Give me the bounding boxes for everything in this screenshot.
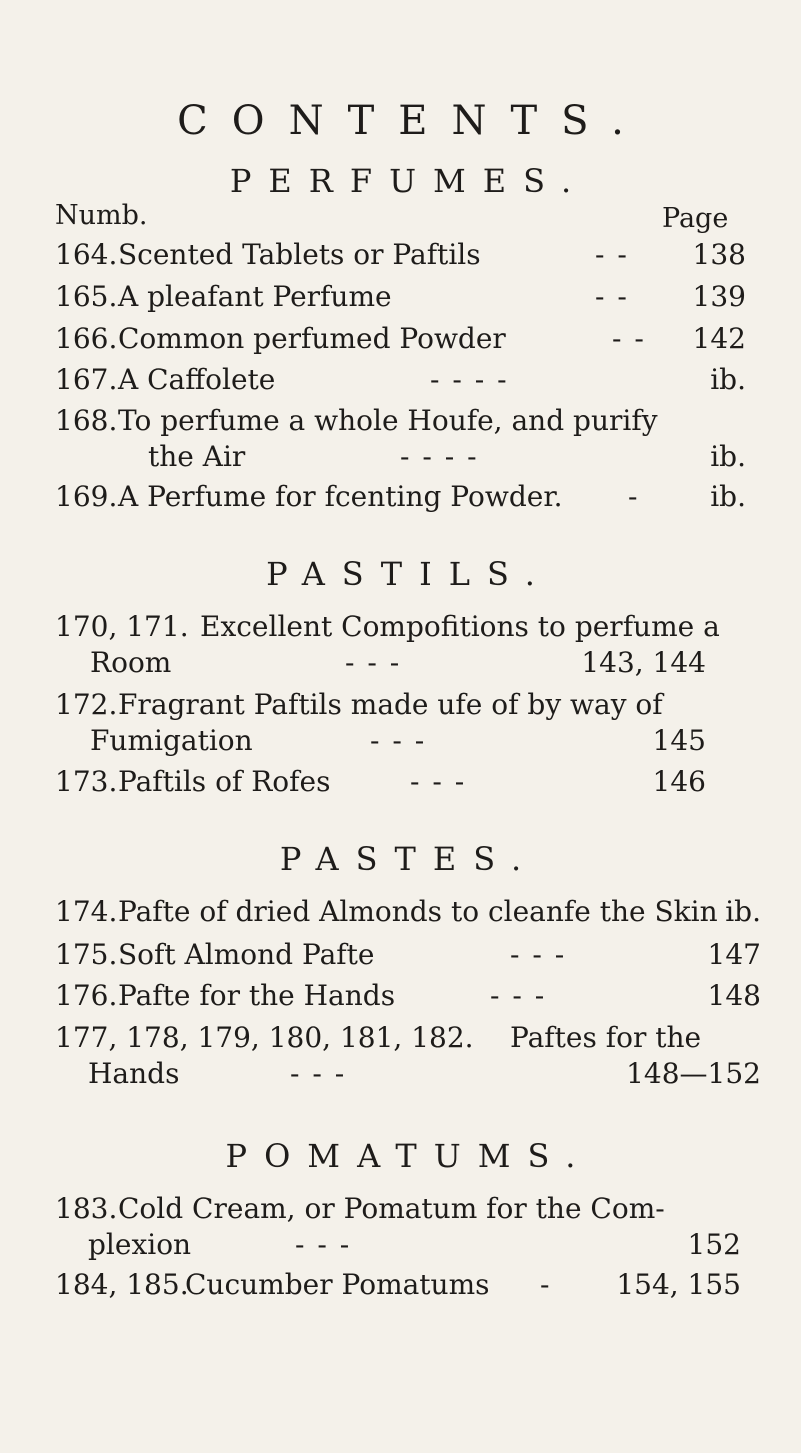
- entry-number: 172.: [55, 688, 118, 721]
- entry-number: 169.: [55, 480, 118, 513]
- entry-title: A Perfume for fcenting Powder.: [118, 480, 563, 513]
- leader-dashes: - - -: [290, 1057, 347, 1090]
- section-heading-pomatums: POMATUMS.: [225, 1137, 593, 1175]
- entry-title-continuation: the Air: [148, 440, 246, 473]
- entry-number: 165.: [55, 280, 118, 313]
- entry-title: Cucumber Pomatums: [185, 1268, 490, 1301]
- leader-dashes: - - -: [345, 646, 402, 679]
- entry-page: ib.: [710, 480, 746, 513]
- section-heading-pastes: PASTES.: [279, 840, 539, 878]
- leader-dashes: - - -: [410, 765, 467, 798]
- entry-page: 145: [652, 724, 706, 757]
- entry-page: 146: [652, 765, 706, 798]
- entry-page: ib.: [710, 363, 746, 396]
- entry-title: Excellent Compofitions to perfume a: [200, 610, 720, 643]
- entry-title: A pleafant Perfume: [118, 280, 392, 313]
- leader-dashes: - - -: [490, 979, 547, 1012]
- entry-page: 143, 144: [581, 646, 706, 679]
- leader-dashes: - - - -: [430, 363, 509, 396]
- leader-dashes: - - -: [295, 1228, 352, 1261]
- leader-dashes: -: [628, 480, 640, 513]
- entry-number: 175.: [55, 938, 118, 971]
- entry-number: 164.: [55, 238, 118, 271]
- entry-title: Paftils of Rofes: [118, 765, 331, 798]
- entry-number: 166.: [55, 322, 118, 355]
- leader-dashes: -: [540, 1268, 552, 1301]
- entry-page: 142: [692, 322, 746, 355]
- entry-number: 173.: [55, 765, 118, 798]
- entry-title-continuation: Hands: [88, 1057, 180, 1090]
- leader-dashes: - - - -: [400, 440, 479, 473]
- leader-dashes: - - -: [510, 938, 567, 971]
- entry-title: A Caffolete: [118, 363, 276, 396]
- column-header-page: Page: [662, 203, 729, 234]
- entry-page: 139: [692, 280, 746, 313]
- entry-page: 138: [692, 238, 746, 271]
- entry-title: Pafte of dried Almonds to cleanfe the Skin: [118, 895, 718, 928]
- entry-title-continuation: Fumigation: [90, 724, 253, 757]
- leader-dashes: - - -: [370, 724, 427, 757]
- entry-number: 177, 178, 179, 180, 181, 182.: [55, 1021, 474, 1054]
- entry-number: 170, 171.: [55, 610, 189, 643]
- leader-dashes: - -: [612, 322, 646, 355]
- leader-dashes: - -: [595, 280, 629, 313]
- page-title: CONTENTS.: [177, 98, 648, 144]
- leader-dashes: - -: [595, 238, 629, 271]
- entry-title: Soft Almond Pafte: [118, 938, 375, 971]
- entry-number: 167.: [55, 363, 118, 396]
- entry-number: 184, 185.: [55, 1268, 189, 1301]
- entry-page: 147: [707, 938, 761, 971]
- section-heading-pastils: PASTILS.: [266, 555, 552, 593]
- entry-number: 176.: [55, 979, 118, 1012]
- entry-title: Cold Cream, or Pomatum for the Com-: [118, 1192, 665, 1225]
- entry-page: ib.: [725, 895, 761, 928]
- entry-title-continuation: plexion: [88, 1228, 192, 1261]
- entry-page: 148—152: [626, 1057, 761, 1090]
- entry-title: To perfume a whole Houfe, and purify: [118, 404, 658, 437]
- entry-title: Pafte for the Hands: [118, 979, 396, 1012]
- entry-title: Scented Tablets or Paftils: [118, 238, 481, 271]
- entry-number: 183.: [55, 1192, 118, 1225]
- entry-page: 148: [707, 979, 761, 1012]
- entry-title: Fragrant Paftils made ufe of by way of: [118, 688, 663, 721]
- entry-title: Common perfumed Powder: [118, 322, 506, 355]
- column-header-number: Numb.: [55, 200, 148, 231]
- entry-number: 168.: [55, 404, 118, 437]
- entry-title-continuation: Room: [90, 646, 172, 679]
- section-heading-perfumes: PERFUMES.: [229, 162, 589, 200]
- entry-page: 154, 155: [616, 1268, 741, 1301]
- entry-page: 152: [687, 1228, 741, 1261]
- entry-page: ib.: [710, 440, 746, 473]
- entry-number: 174.: [55, 895, 118, 928]
- entry-title: Paftes for the: [510, 1021, 702, 1054]
